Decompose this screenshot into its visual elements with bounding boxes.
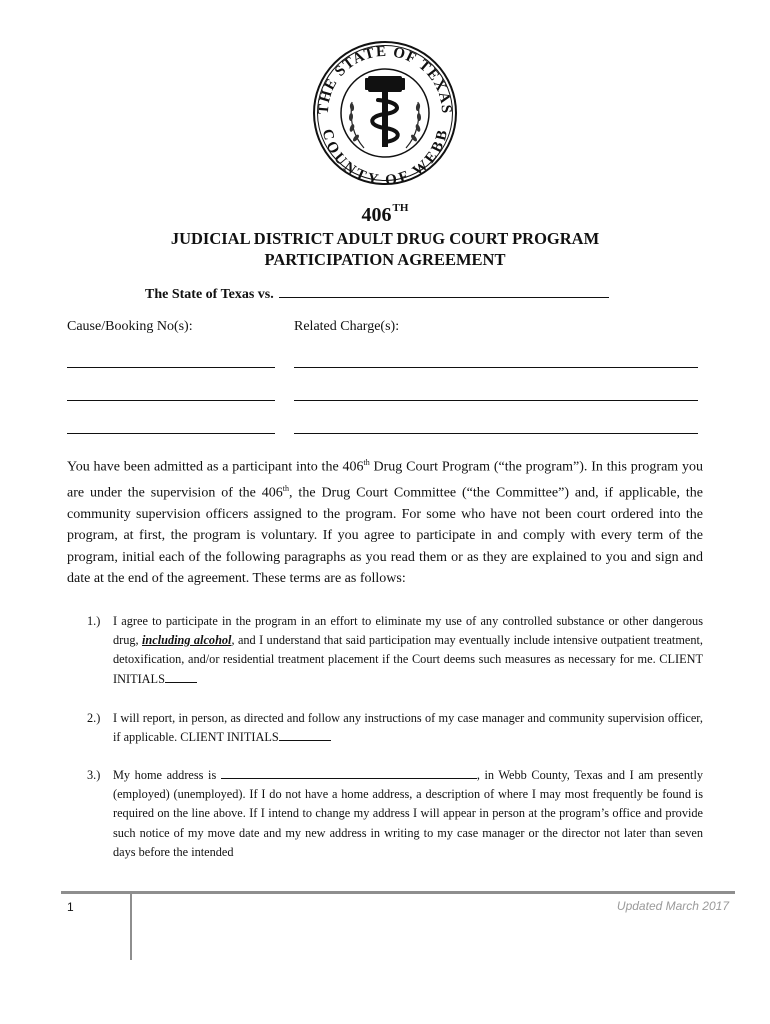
seal-bottom-text: COUNTY OF WEBB xyxy=(318,127,452,186)
updated-date: Updated March 2017 xyxy=(616,899,729,913)
page-subtitle: PARTICIPATION AGREEMENT xyxy=(264,250,506,269)
page-title: JUDICIAL DISTRICT ADULT DRUG COURT PROGRAM xyxy=(170,229,600,248)
seal-top-text: THE STATE OF TEXAS xyxy=(315,43,455,115)
term-item-2: 2.) I will report, in person, as directed and follow any instructions of my case manager and community supervision officer, if applicable. CLIENT INITIALS xyxy=(87,711,703,745)
related-charge-field-3[interactable] xyxy=(294,433,698,434)
state-vs-line xyxy=(145,285,609,303)
client-initials-field-2[interactable] xyxy=(279,729,331,741)
home-address-field[interactable] xyxy=(221,767,477,779)
client-initials-field-1[interactable] xyxy=(165,671,197,683)
term-number: 1.) xyxy=(87,614,101,628)
county-seal xyxy=(312,40,458,186)
footer-divider xyxy=(61,891,735,894)
defendant-name-field[interactable] xyxy=(279,285,609,298)
related-charges-label: Related Charge(s): xyxy=(294,319,400,334)
cause-number-field-3[interactable] xyxy=(67,433,275,434)
program-number: 406TH xyxy=(361,202,409,226)
cause-number-field-1[interactable] xyxy=(67,367,275,368)
cause-number-field-2[interactable] xyxy=(67,400,275,401)
intro-paragraph: You have been admitted as a participant into the 406th Drug Court Program (“the program”). In this program you are under the supervision of the 406th, the Drug Court Committee (“the Committee”) and, if applicable, the community supervision officers assigned to the program. For some who have not been court ordered into the program, at first, the program is voluntary. If you agree to participate in and comply with every term of the program, initial each of the following paragraphs as you read them or as they are explained to you and sign and date at the end of the agreement. These terms are as follows: xyxy=(67,458,703,586)
cause-booking-label: Cause/Booking No(s): xyxy=(67,319,193,334)
state-vs-label: The State of Texas vs. xyxy=(145,287,274,302)
term-item-1: 1.) I agree to participate in the program in an effort to eliminate my use of any controlled substance or other dangerous drug, including alcohol, and I understand that said participation may eventually include intensive outpatient treatment, detoxification, and/or residential treatment placement if the Court deems such measures as necessary for me. CLIENT INITIALS xyxy=(87,614,703,686)
related-charge-field-1[interactable] xyxy=(294,367,698,368)
footer-vertical-divider xyxy=(130,894,132,960)
page-number: 1 xyxy=(67,900,74,914)
term-number: 3.) xyxy=(87,768,101,782)
term-number: 2.) xyxy=(87,711,101,725)
related-charge-field-2[interactable] xyxy=(294,400,698,401)
including-alcohol-emphasis: including alcohol xyxy=(142,633,232,648)
term-item-3: 3.) My home address is , in Webb County, Texas and I am presently (employed) (unemployed). If I do not have a home address, a description of where I may most frequently be found is required on the line above. If I intend to change my address I will appear in person at the program’s office and provide such notice of my move date and my new address in writing to my case manager or the director not later than seven days before the intended xyxy=(87,768,704,859)
